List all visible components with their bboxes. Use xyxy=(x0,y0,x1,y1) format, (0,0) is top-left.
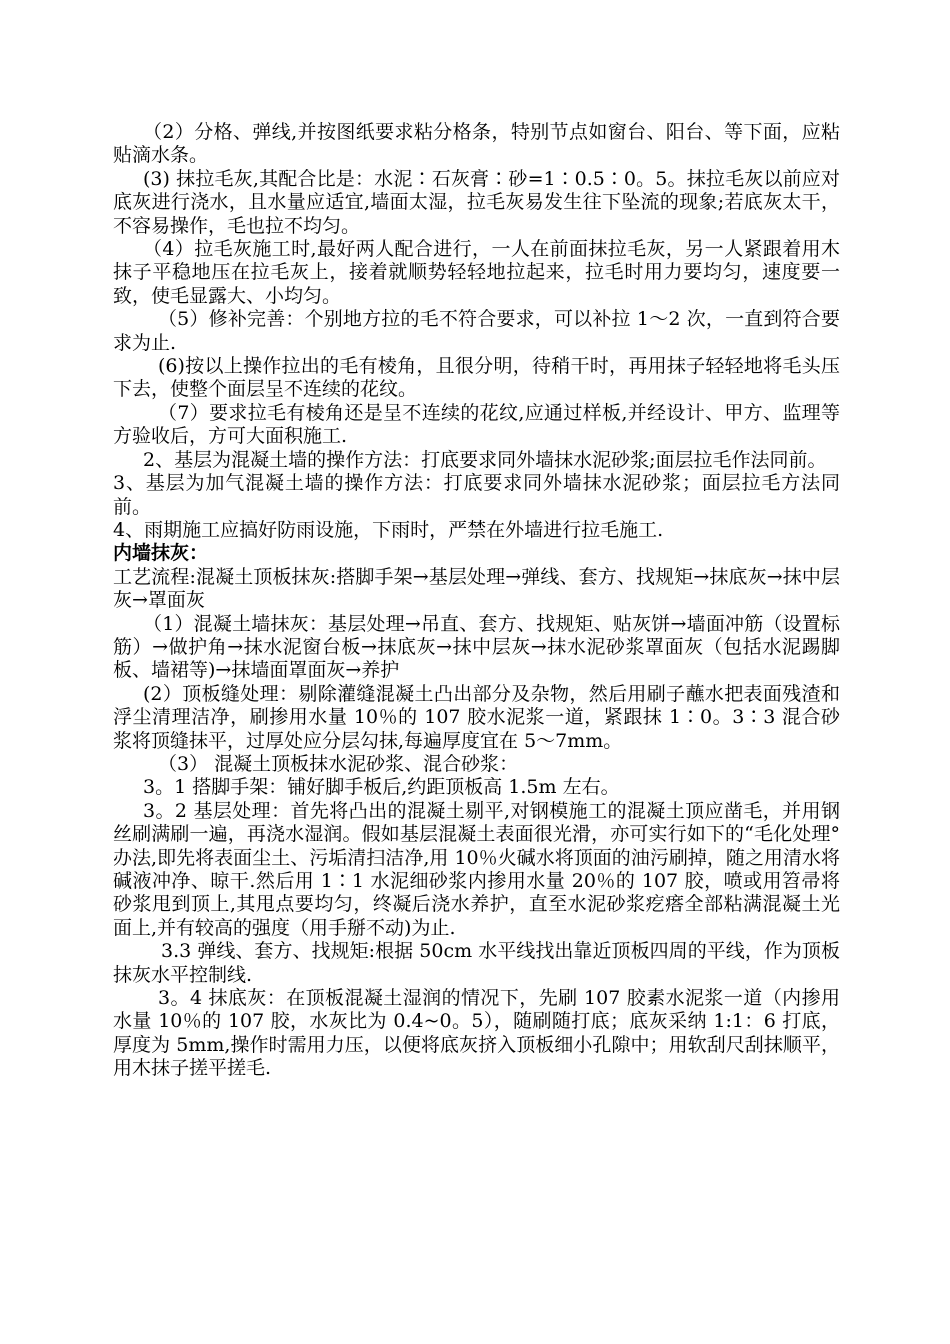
paragraph-plaster-7: （7）要求拉毛有棱角还是呈不连续的花纹,应通过样板,并经设计、甲方、监理等方验收后，方可大面积施工. xyxy=(113,401,840,448)
paragraph-process-flow: 工艺流程:混凝土顶板抹灰:搭脚手架→基层处理→弹线、套方、找规矩→抹底灰→抹中层灰→罩面灰 xyxy=(113,565,840,612)
paragraph-plaster-3: (3) 抹拉毛灰,其配合比是：水泥∶石灰膏∶砂=1∶0.5∶0。5。抹拉毛灰以前应对底灰进行浇水，且水量应适宜,墙面太湿，拉毛灰易发生往下坠流的现象;若底灰太干，不容易操作，毛也拉不均匀。 xyxy=(113,167,840,237)
section-heading-interior: 内墙抹灰： xyxy=(113,542,209,565)
paragraph-concrete-wall: 2、基层为混凝土墙的操作方法：打底要求同外墙抹水泥砂浆;面层拉毛作法同前。 xyxy=(143,448,827,471)
paragraph-step-3-1: 3。1 搭脚手架：铺好脚手板后,约距顶板高 1.5m 左右。 xyxy=(143,776,620,799)
paragraph-interior-2: (2）顶板缝处理：剔除灌缝混凝土凸出部分及杂物，然后用刷子蘸水把表面残渣和浮尘清理洁净，刷掺用水量 10％的 107 胶水泥浆一道，紧跟抹 1∶0。3∶3 混合砂浆将顶缝抹平，过厚处应分层勾抹,每遍厚度宜在 5～7mm。 xyxy=(113,682,840,752)
paragraph-aerated-wall: 3、基层为加气混凝土墙的操作方法：打底要求同外墙抹水泥砂浆；面层拉毛方法同前。 xyxy=(113,472,840,518)
paragraph-plaster-4: （4）拉毛灰施工时,最好两人配合进行，一人在前面抹拉毛灰，另一人紧跟着用木抹子平稳地压在拉毛灰上，接着就顺势轻轻地拉起来，拉毛时用力要均匀，速度要一致，使毛显露大、小均匀。 xyxy=(113,238,840,307)
paragraph-interior-1: （1）混凝土墙抹灰：基层处理→吊直、套方、找规矩、贴灰饼→墙面冲筋（设置标筋）→做护角→抹水泥窗台板→抹底灰→抹中层灰→抹水泥砂浆罩面灰（包括水泥踢脚板、墙裙等)→抹墙面罩面灰→养护 xyxy=(113,612,840,682)
paragraph-rainy-season: 4、雨期施工应搞好防雨设施，下雨时，严禁在外墙进行拉毛施工. xyxy=(113,518,664,541)
paragraph-interior-3: （3） 混凝土顶板抹水泥砂浆、混合砂浆： xyxy=(158,752,519,775)
paragraph-step-3-3: 3.3 弹线、套方、找规矩:根据 50cm 水平线找出靠近顶板四周的平线，作为顶板抹灰水平控制线. xyxy=(113,940,840,986)
document-body xyxy=(113,121,840,1081)
paragraph-plaster-5: （5）修补完善：个别地方拉的毛不符合要求，可以补拉 1～2 次，一直到符合要求为止. xyxy=(113,308,840,354)
paragraph-plaster-2: （2）分格、弹线,并按图纸要求粘分格条，特别节点如窗台、阳台、等下面，应粘贴滴水条。 xyxy=(113,121,840,167)
paragraph-step-3-4: 3。4 抹底灰：在顶板混凝土湿润的情况下，先刷 107 胶素水泥浆一道（内掺用水量 10％的 107 胶，水灰比为 0.4~0。5），随刷随打底；底灰采纳 1:1：6 打底，厚度为 5mm,操作时需用力压，以便将底灰挤入顶板细小孔隙中；用软刮尺刮抹顺平，用木抹子搓平搓毛. xyxy=(113,987,840,1080)
paragraph-plaster-6: (6)按以上操作拉出的毛有棱角，且很分明，待稍干时，再用抹子轻轻地将毛头压下去，使整个面层呈不连续的花纹。 xyxy=(113,355,840,401)
paragraph-step-3-2: 3。2 基层处理：首先将凸出的混凝土剔平,对钢模施工的混凝土顶应凿毛，并用钢丝刷满刷一遍，再浇水湿润。假如基层混凝土表面很光滑，亦可实行如下的“毛化处理°办法,即先将表面尘土、污垢清扫洁净,用 10％火碱水将顶面的油污刷掉，随之用清水将碱液冲净、晾干.然后用 1∶1 水泥细砂浆内掺用水量 20％的 107 胶，喷或用笤帚将砂浆甩到顶上,其甩点要均匀，终凝后浇水养护，直至水泥砂浆疙瘩全部粘满混凝土光面上,并有较高的强度（用手掰不动)为止. xyxy=(113,799,840,939)
